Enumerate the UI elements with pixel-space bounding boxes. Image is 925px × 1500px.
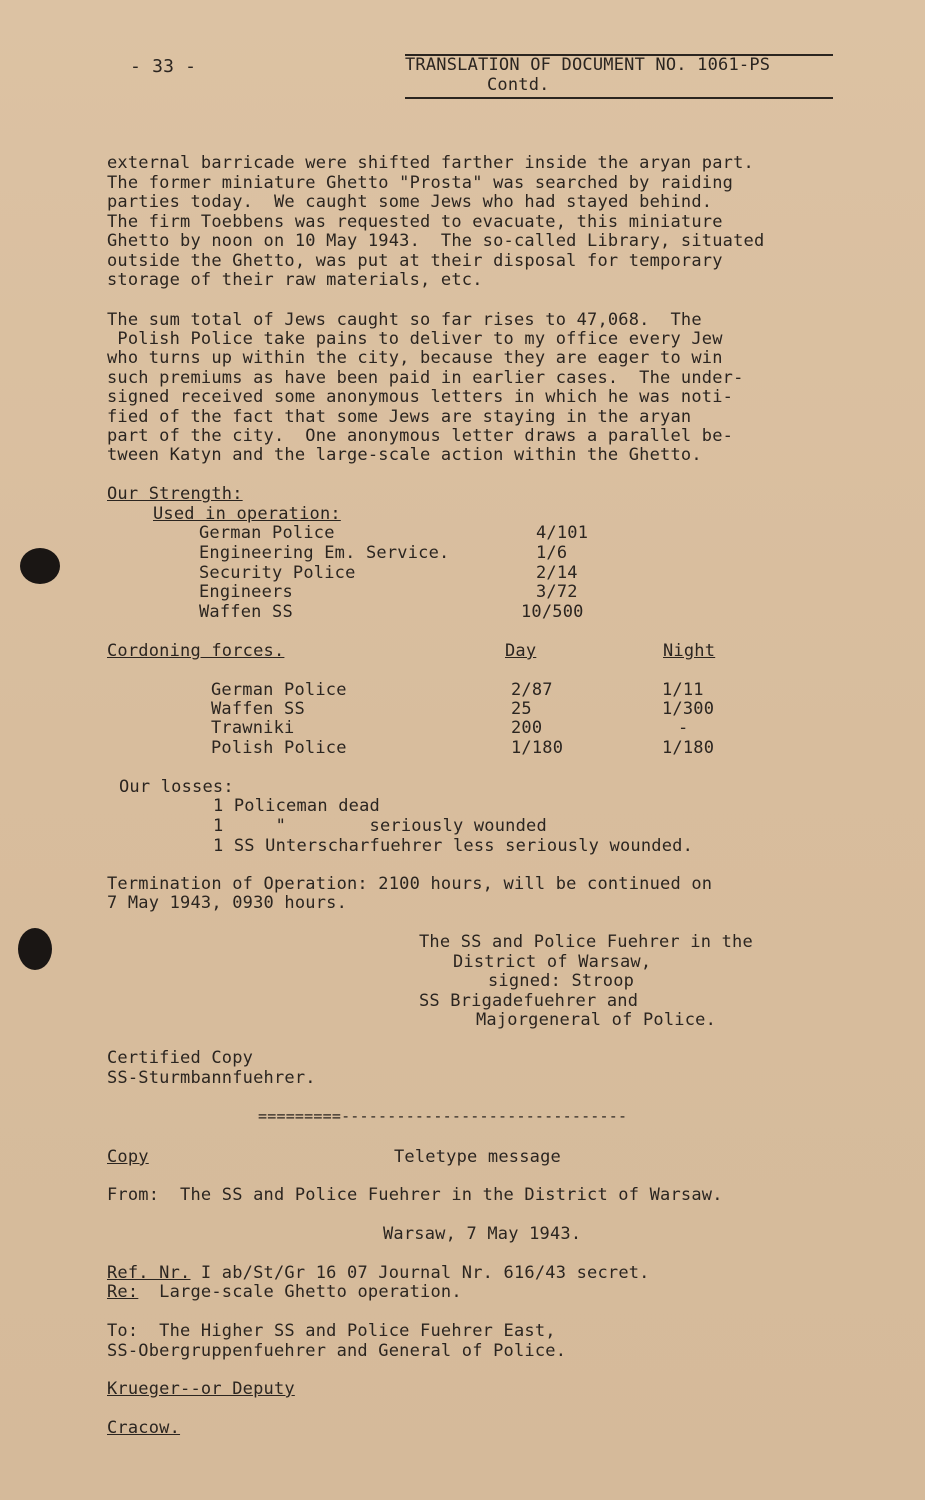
cordoning-day: 25 [511, 699, 532, 719]
termination-line: Termination of Operation: 2100 hours, will be continued on [107, 874, 713, 894]
losses-line: 1 " seriously wounded [213, 816, 547, 836]
cordoning-night: 1/11 [662, 680, 704, 700]
text-line: The former miniature Ghetto "Prosta" was searched by raiding [107, 173, 734, 193]
punch-hole-top [20, 548, 60, 584]
punch-hole-bottom [18, 928, 52, 970]
losses-heading: Our losses: [119, 777, 234, 797]
certified-rank: SS-Sturmbannfuehrer. [107, 1068, 316, 1088]
text-line: such premiums as have been paid in earlier cases. The under- [107, 368, 744, 388]
column-night-header: Night [663, 641, 716, 661]
cordoning-heading: Cordoning forces. [107, 641, 285, 661]
signature-line: signed: Stroop [488, 971, 635, 991]
signature-line: SS Brigadefuehrer and [419, 991, 639, 1011]
text-line: external barricade were shifted farther inside the aryan part. [107, 153, 754, 173]
strength-unit: Waffen SS [199, 602, 293, 622]
text-line: signed received some anonymous letters in which he was noti- [107, 387, 734, 407]
teletype-title: Teletype message [394, 1147, 561, 1167]
certified-copy: Certified Copy [107, 1048, 254, 1068]
text-line: The firm Toebbens was requested to evacuate, this miniature [107, 212, 723, 232]
strength-heading: Our Strength: [107, 484, 243, 504]
text-line: who turns up within the city, because they are eager to win [107, 348, 723, 368]
cordoning-night: 1/180 [662, 738, 715, 758]
teletype-to: SS-Obergruppenfuehrer and General of Police. [107, 1341, 567, 1361]
cordoning-day: 1/180 [511, 738, 564, 758]
text-line: fied of the fact that some Jews are staying in the aryan [107, 407, 692, 427]
teletype-place-date: Warsaw, 7 May 1943. [383, 1224, 582, 1244]
strength-unit: German Police [199, 523, 335, 543]
column-day-header: Day [505, 641, 537, 661]
cordoning-unit: Trawniki [211, 718, 295, 738]
text-line: The sum total of Jews caught so far rises to 47,068. The [107, 310, 702, 330]
text-line: outside the Ghetto, was put at their disposal for temporary [107, 251, 723, 271]
document-title: TRANSLATION OF DOCUMENT NO. 1061-PS [405, 55, 771, 75]
teletype-krueger: Krueger--or Deputy [107, 1379, 295, 1399]
re-text: Large-scale Ghetto operation. [138, 1282, 462, 1302]
cordoning-day: 200 [511, 718, 543, 738]
teletype-ref [107, 1264, 650, 1284]
teletype-from: From: The SS and Police Fuehrer in the District of Warsaw. [107, 1185, 723, 1205]
text-line: Polish Police take pains to deliver to my office every Jew [107, 329, 723, 349]
strength-subheading: Used in operation: [153, 504, 341, 524]
teletype-to: To: The Higher SS and Police Fuehrer East, [107, 1321, 556, 1341]
cordoning-unit: Polish Police [211, 738, 347, 758]
losses-line: 1 SS Unterscharfuehrer less seriously wounded. [213, 836, 694, 856]
strength-value: 3/72 [536, 582, 578, 602]
teletype-re [107, 1283, 462, 1303]
separator-line: =========------------------------------- [258, 1107, 628, 1125]
text-line: tween Katyn and the large-scale action within the Ghetto. [107, 445, 702, 465]
signature-line: District of Warsaw, [453, 952, 652, 972]
cordoning-unit: Waffen SS [211, 699, 305, 719]
strength-unit: Engineering Em. Service. [199, 543, 450, 563]
strength-value: 10/500 [521, 602, 584, 622]
termination-line: 7 May 1943, 0930 hours. [107, 893, 348, 913]
cordoning-night: - [678, 718, 689, 738]
copy-label: Copy [107, 1147, 149, 1167]
continued-label: Contd. [487, 75, 550, 95]
ref-text: I ab/St/Gr 16 07 Journal Nr. 616/43 secret. [190, 1263, 650, 1283]
strength-value: 1/6 [536, 543, 568, 563]
cordoning-unit: German Police [211, 680, 347, 700]
text-line: storage of their raw materials, etc. [107, 270, 483, 290]
signature-line: Majorgeneral of Police. [476, 1010, 717, 1030]
ref-label: Ref. Nr. [107, 1263, 191, 1283]
text-line: parties today. We caught some Jews who had stayed behind. [107, 192, 713, 212]
page-number: - 33 - [130, 56, 197, 77]
text-line: part of the city. One anonymous letter draws a parallel be- [107, 426, 734, 446]
strength-unit: Security Police [199, 563, 356, 583]
strength-value: 2/14 [536, 563, 578, 583]
text-line: Ghetto by noon on 10 May 1943. The so-called Library, situated [107, 231, 765, 251]
losses-line: 1 Policeman dead [213, 796, 380, 816]
signature-line: The SS and Police Fuehrer in the [419, 932, 753, 952]
re-label: Re: [107, 1282, 139, 1302]
strength-unit: Engineers [199, 582, 293, 602]
cordoning-day: 2/87 [511, 680, 553, 700]
strength-value: 4/101 [536, 523, 589, 543]
teletype-cracow: Cracow. [107, 1418, 181, 1438]
header-rule-bottom [405, 97, 833, 99]
cordoning-night: 1/300 [662, 699, 715, 719]
